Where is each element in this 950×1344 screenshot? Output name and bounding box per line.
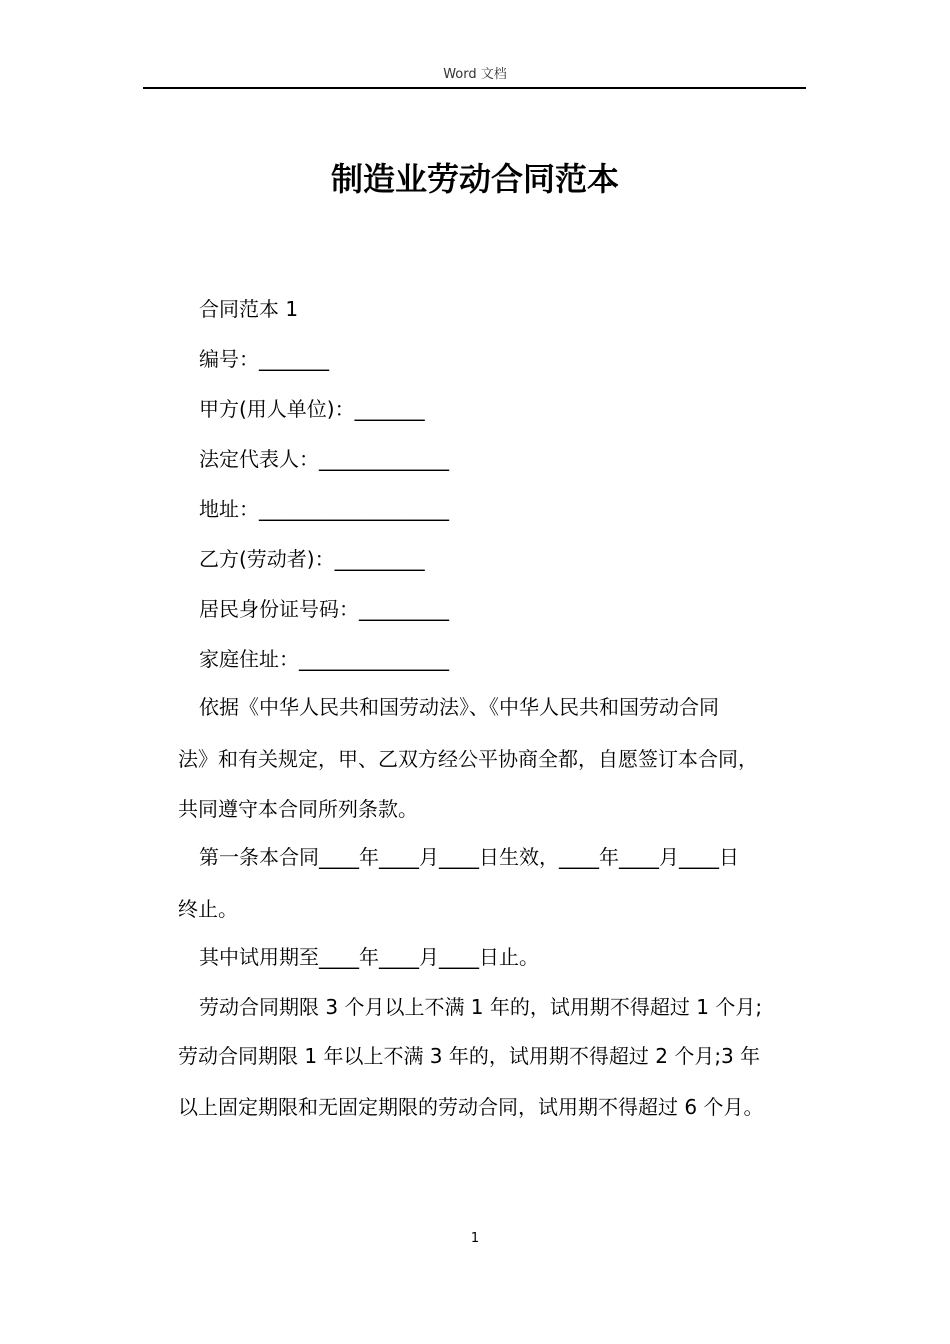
field-contract-number: 编号：_______: [199, 347, 329, 371]
header-label: Word 文档: [443, 67, 507, 82]
field-legal-representative: 法定代表人：_____________: [199, 447, 449, 471]
paragraph-probation-rules-line-1: 劳动合同期限 3 个月以上不满 1 年的，试用期不得超过 1 个月;: [199, 995, 763, 1019]
field-address: 地址：___________________: [199, 497, 449, 521]
paragraph-basis-line-3: 共同遵守本合同所列条款。: [178, 797, 418, 821]
paragraph-basis-line-2: 法》和有关规定，甲、乙双方经公平协商全都，自愿签订本合同，: [178, 747, 758, 771]
paragraph-article-one-line-1: 第一条本合同____年____月____日生效，____年____月____日: [199, 845, 739, 869]
field-id-card-number: 居民身份证号码：_________: [199, 597, 449, 621]
paragraph-article-one-line-2: 终止。: [178, 897, 238, 921]
paragraph-probation-period: 其中试用期至____年____月____日止。: [199, 945, 539, 969]
field-party-a-employer: 甲方(用人单位)：_______: [199, 397, 425, 421]
page-number: 1: [470, 1231, 480, 1246]
header-rule: [143, 87, 806, 89]
paragraph-probation-rules-line-2: 劳动合同期限 1 年以上不满 3 年的，试用期不得超过 2 个月;3 年: [178, 1044, 761, 1068]
field-home-address: 家庭住址：_______________: [199, 647, 449, 671]
document-title: 制造业劳动合同范本: [330, 160, 619, 198]
paragraph-probation-rules-line-3: 以上固定期限和无固定期限的劳动合同，试用期不得超过 6 个月。: [178, 1095, 764, 1119]
field-party-b-employee: 乙方(劳动者)：_________: [199, 547, 425, 571]
paragraph-basis-line-1: 依据《中华人民共和国劳动法》、《中华人民共和国劳动合同: [199, 695, 719, 719]
paragraph-contract-template-label: 合同范本 1: [199, 297, 299, 321]
